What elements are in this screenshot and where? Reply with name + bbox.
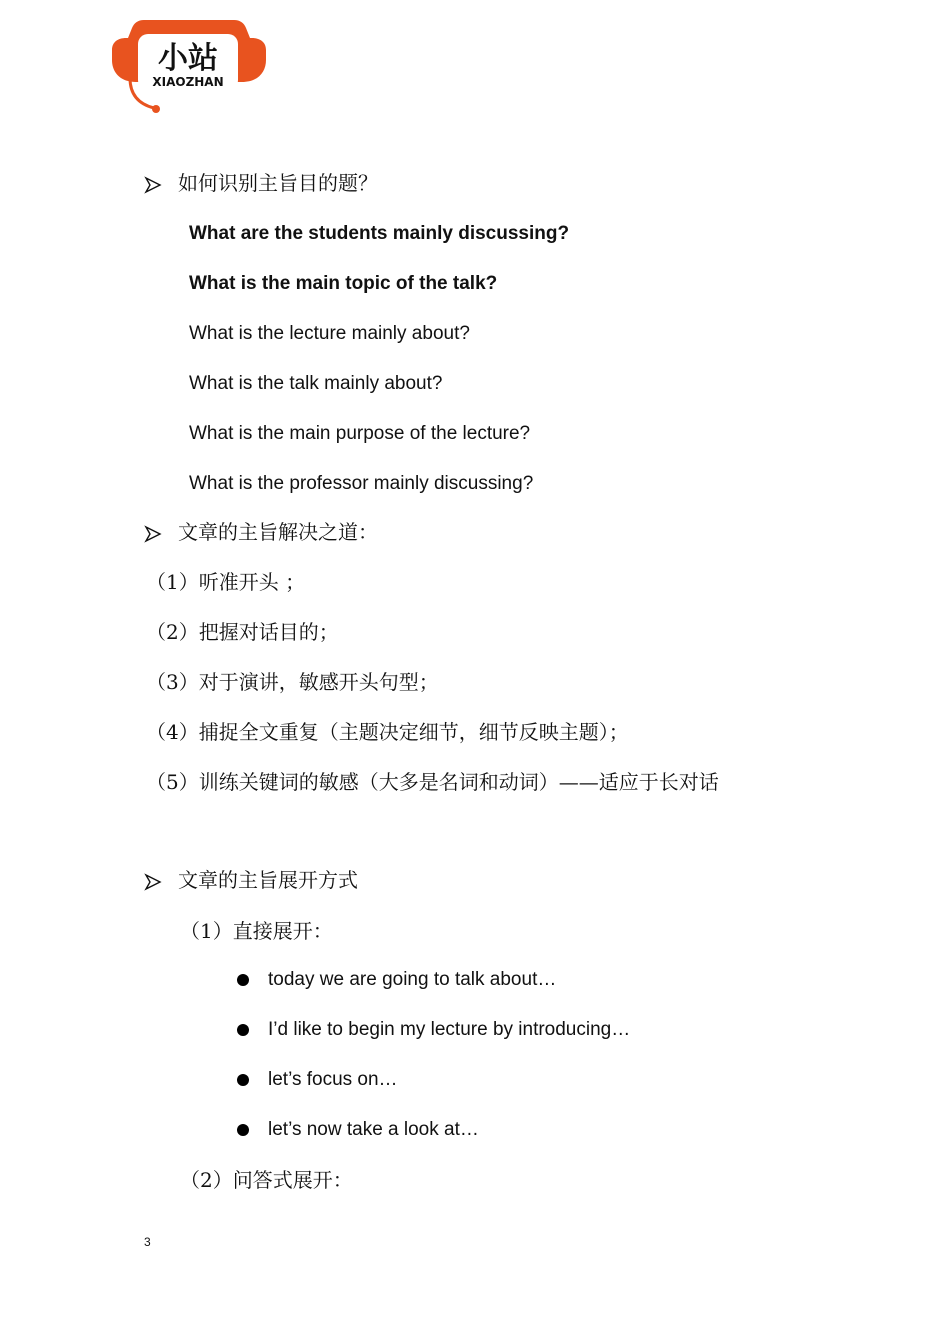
solution-item: （5）训练关键词的敏感（大多是名词和动词）——适应于长对话 [146,770,719,794]
question-line: What is the main purpose of the lecture? [189,423,531,444]
question-line: What are the students mainly discussing? [189,223,570,244]
section-heading-solution: 文章的主旨解决之道： [178,520,378,544]
xiaozhan-logo [108,20,268,116]
arrow-bullet-icon [144,873,162,891]
solution-item: （4）捕捉全文重复（主题决定细节，细节反映主题）； [146,720,629,744]
question-line: What is the professor mainly discussing? [189,473,534,494]
logo-main-text: 小站 [158,41,218,76]
phrase-item: today we are going to talk about… [268,969,557,990]
question-line: What is the main topic of the talk? [189,273,498,294]
arrow-bullet-icon [144,525,162,543]
bullet-dot-icon [237,974,249,986]
solution-item: （3）对于演讲，敏感开头句型； [146,670,439,694]
page-number: 3 [144,1235,151,1249]
phrase-item: let’s now take a look at… [268,1119,479,1140]
question-line: What is the lecture mainly about? [189,323,470,344]
solution-item: （1）听准开头 ； [146,570,306,594]
phrase-item: let’s focus on… [268,1069,398,1090]
arrow-bullet-icon [144,176,162,194]
bullet-dot-icon [237,1024,249,1036]
subheading-qa: （2）问答式展开： [180,1168,353,1192]
subheading-direct: （1）直接展开： [180,919,333,943]
bullet-dot-icon [237,1074,249,1086]
section-heading-identify: 如何识别主旨目的题？ [178,171,378,195]
logo-sub-text: XIAOZHAN [152,75,224,89]
solution-item: （2）把握对话目的； [146,620,339,644]
question-line: What is the talk mainly about? [189,373,443,394]
phrase-item: I’d like to begin my lecture by introducing… [268,1019,631,1040]
bullet-dot-icon [237,1124,249,1136]
section-heading-expansion: 文章的主旨展开方式 [178,868,358,892]
